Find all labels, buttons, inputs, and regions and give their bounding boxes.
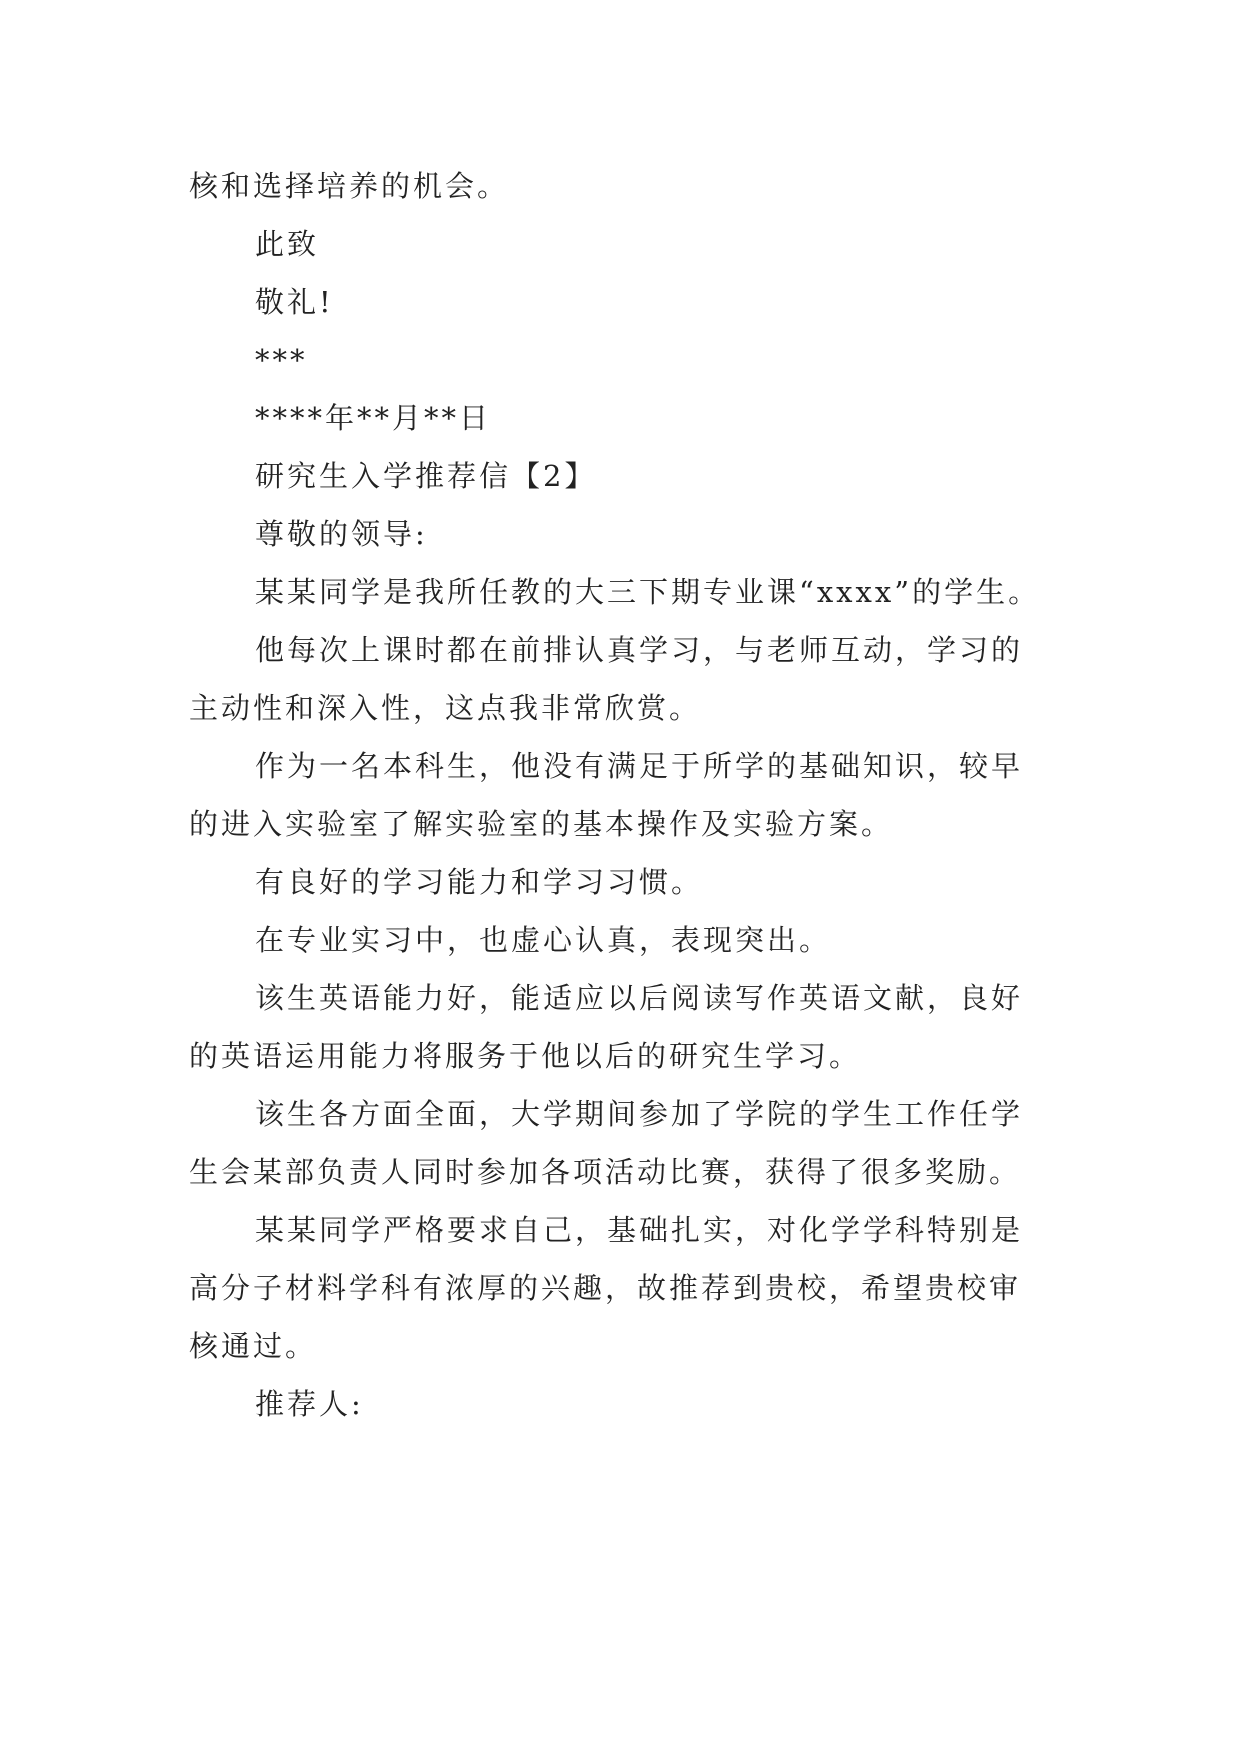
text-line: 的英语运用能力将服务于他以后的研究生学习。 — [189, 1039, 862, 1073]
text-line: 在专业实习中，也虚心认真，表现突出。 — [255, 923, 832, 957]
recommender-label: 推荐人: — [255, 1387, 364, 1421]
text-line: 高分子材料学科有浓厚的兴趣，故推荐到贵校，希望贵校审 — [189, 1271, 1022, 1305]
text-line: 他每次上课时都在前排认真学习，与老师互动，学习的 — [255, 633, 1024, 667]
text-line: 某某同学是我所任教的大三下期专业课“xxxx”的学生。 — [255, 575, 1041, 609]
text-line: 此致 — [255, 227, 320, 261]
text-line: *** — [255, 343, 308, 377]
text-line: 核通过。 — [189, 1329, 318, 1363]
text-line: 该生各方面全面，大学期间参加了学院的学生工作任学 — [255, 1097, 1024, 1131]
text-line: 有良好的学习能力和学习习惯。 — [255, 865, 704, 899]
text-line: 的进入实验室了解实验室的基本操作及实验方案。 — [189, 807, 894, 841]
text-line: 主动性和深入性，这点我非常欣赏。 — [189, 691, 702, 725]
text-line: 作为一名本科生，他没有满足于所学的基础知识，较早 — [255, 749, 1024, 783]
section-heading: 研究生入学推荐信【2】 — [255, 459, 597, 493]
text-line: 核和选择培养的机会。 — [189, 169, 510, 203]
text-line: ****年**月**日 — [255, 401, 492, 435]
text-line: 该生英语能力好，能适应以后阅读写作英语文献，良好 — [255, 981, 1024, 1015]
text-line: 生会某部负责人同时参加各项活动比赛，获得了很多奖励。 — [189, 1155, 1022, 1189]
letter-body — [189, 157, 1069, 1433]
salutation: 尊敬的领导: — [255, 517, 428, 551]
text-line: 某某同学严格要求自己，基础扎实，对化学学科特别是 — [255, 1213, 1024, 1247]
text-line: 敬礼! — [255, 285, 334, 319]
